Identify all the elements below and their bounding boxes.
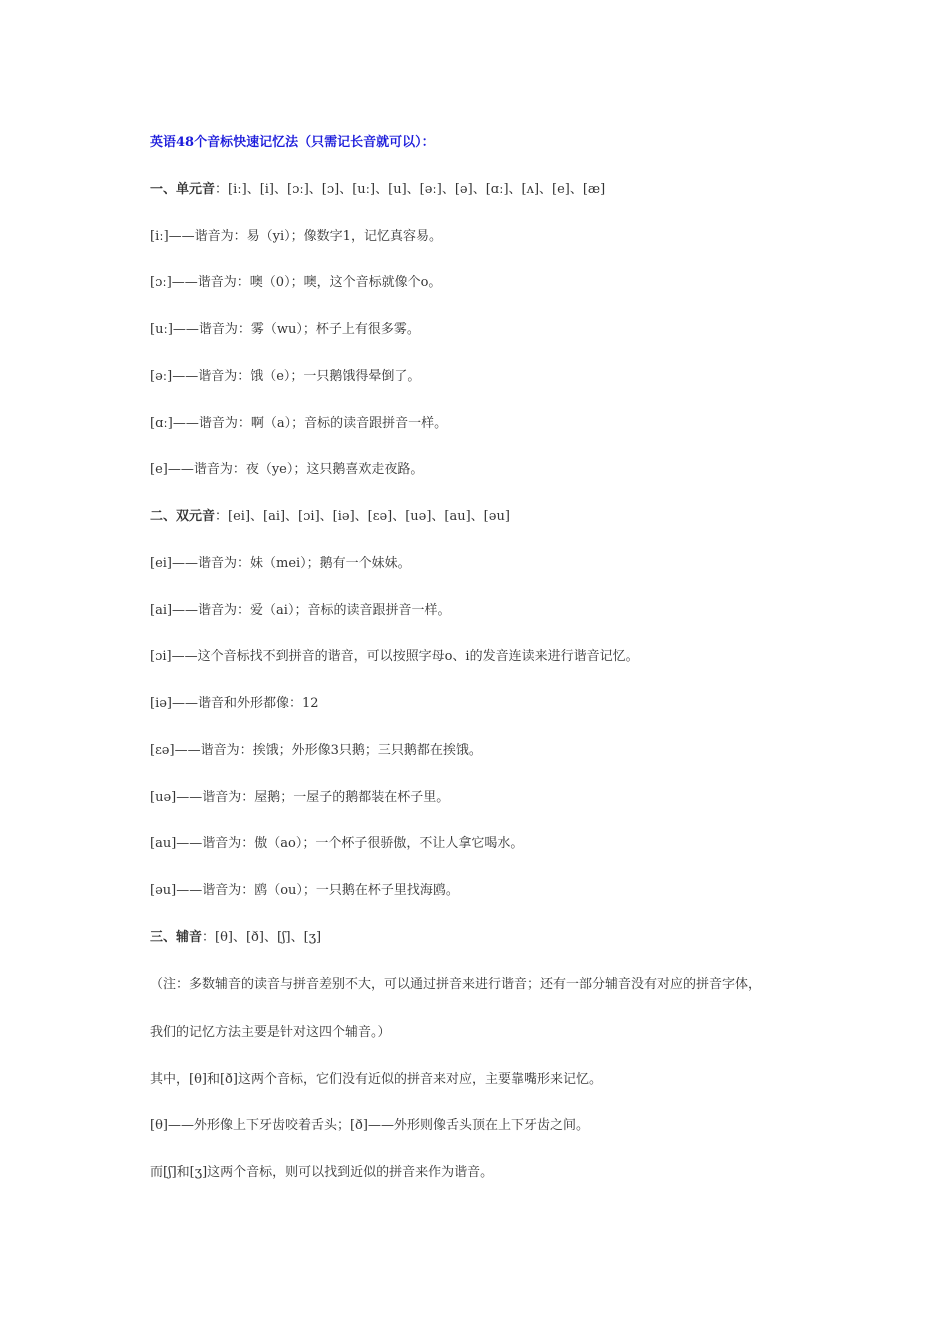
paragraph-line: [əː]——谐音为：饿（e）；一只鹅饿得晕倒了。 [150, 369, 421, 384]
paragraph-line: [iː]——谐音为：易（yi）；像数字1，记忆真容易。 [150, 229, 442, 244]
section-heading-monophthongs [150, 181, 605, 199]
paragraph-line: [ɛə]——谐音为：挨饿；外形像3只鹅；三只鹅都在挨饿。 [150, 743, 482, 758]
paragraph-line: [θ]——外形像上下牙齿咬着舌头；[ð]——外形则像舌头顶在上下牙齿之间。 [150, 1118, 589, 1133]
section-symbols: ：[iː]、[i]、[ɔː]、[ɔ]、[uː]、[u]、[əː]、[ə]、[ɑː]、[ʌ]、[e]、[æ] [215, 182, 606, 197]
paragraph-line: 其中，[θ]和[ð]这两个音标，它们没有近似的拼音来对应，主要靠嘴形来记忆。 [150, 1072, 602, 1087]
section-symbols: ：[θ]、[ð]、[ʃ]、[ʒ] [202, 930, 322, 945]
note-line: （注：多数辅音的读音与拼音差别不大，可以通过拼音来进行谐音；还有一部分辅音没有对应的拼音字体， [150, 977, 762, 992]
section-heading-consonants [150, 929, 321, 947]
paragraph-line: [ɑː]——谐音为：啊（a）；音标的读音跟拼音一样。 [150, 416, 448, 431]
paragraph-line: [ai]——谐音为：爱（ai）；音标的读音跟拼音一样。 [150, 603, 451, 618]
paragraph-line: [uː]——谐音为：雾（wu）；杯子上有很多雾。 [150, 322, 420, 337]
paragraph-line: 而[ʃ]和[ʒ]这两个音标，则可以找到近似的拼音来作为谐音。 [150, 1165, 494, 1180]
section-heading-diphthongs [150, 508, 510, 526]
page-title: 英语48个音标快速记忆法（只需记长音就可以）： [150, 135, 435, 150]
section-label: 一、单元音 [150, 182, 216, 197]
paragraph-line: [ɔː]——谐音为：噢（0）；噢，这个音标就像个o。 [150, 275, 442, 290]
paragraph-line: [ɔi]——这个音标找不到拼音的谐音，可以按照字母o、i的发音连读来进行谐音记忆。 [150, 649, 639, 664]
paragraph-line: [e]——谐音为：夜（ye）；这只鹅喜欢走夜路。 [150, 462, 424, 477]
paragraph-line: [au]——谐音为：傲（ao）；一个杯子很骄傲，不让人拿它喝水。 [150, 836, 524, 851]
section-label: 三、辅音 [150, 930, 203, 945]
note-line: 我们的记忆方法主要是针对这四个辅音。） [150, 1025, 391, 1040]
paragraph-line: [əu]——谐音为：鸥（ou）；一只鹅在杯子里找海鸥。 [150, 883, 459, 898]
paragraph-line: [uə]——谐音为：屋鹅；一屋子的鹅都装在杯子里。 [150, 790, 450, 805]
section-symbols: ：[ei]、[ai]、[ɔi]、[iə]、[ɛə]、[uə]、[au]、[əu] [215, 509, 510, 524]
paragraph-line: [iə]——谐音和外形都像：12 [150, 696, 319, 711]
paragraph-line: [ei]——谐音为：妹（mei）；鹅有一个妹妹。 [150, 556, 411, 571]
section-label: 二、双元音 [150, 509, 216, 524]
